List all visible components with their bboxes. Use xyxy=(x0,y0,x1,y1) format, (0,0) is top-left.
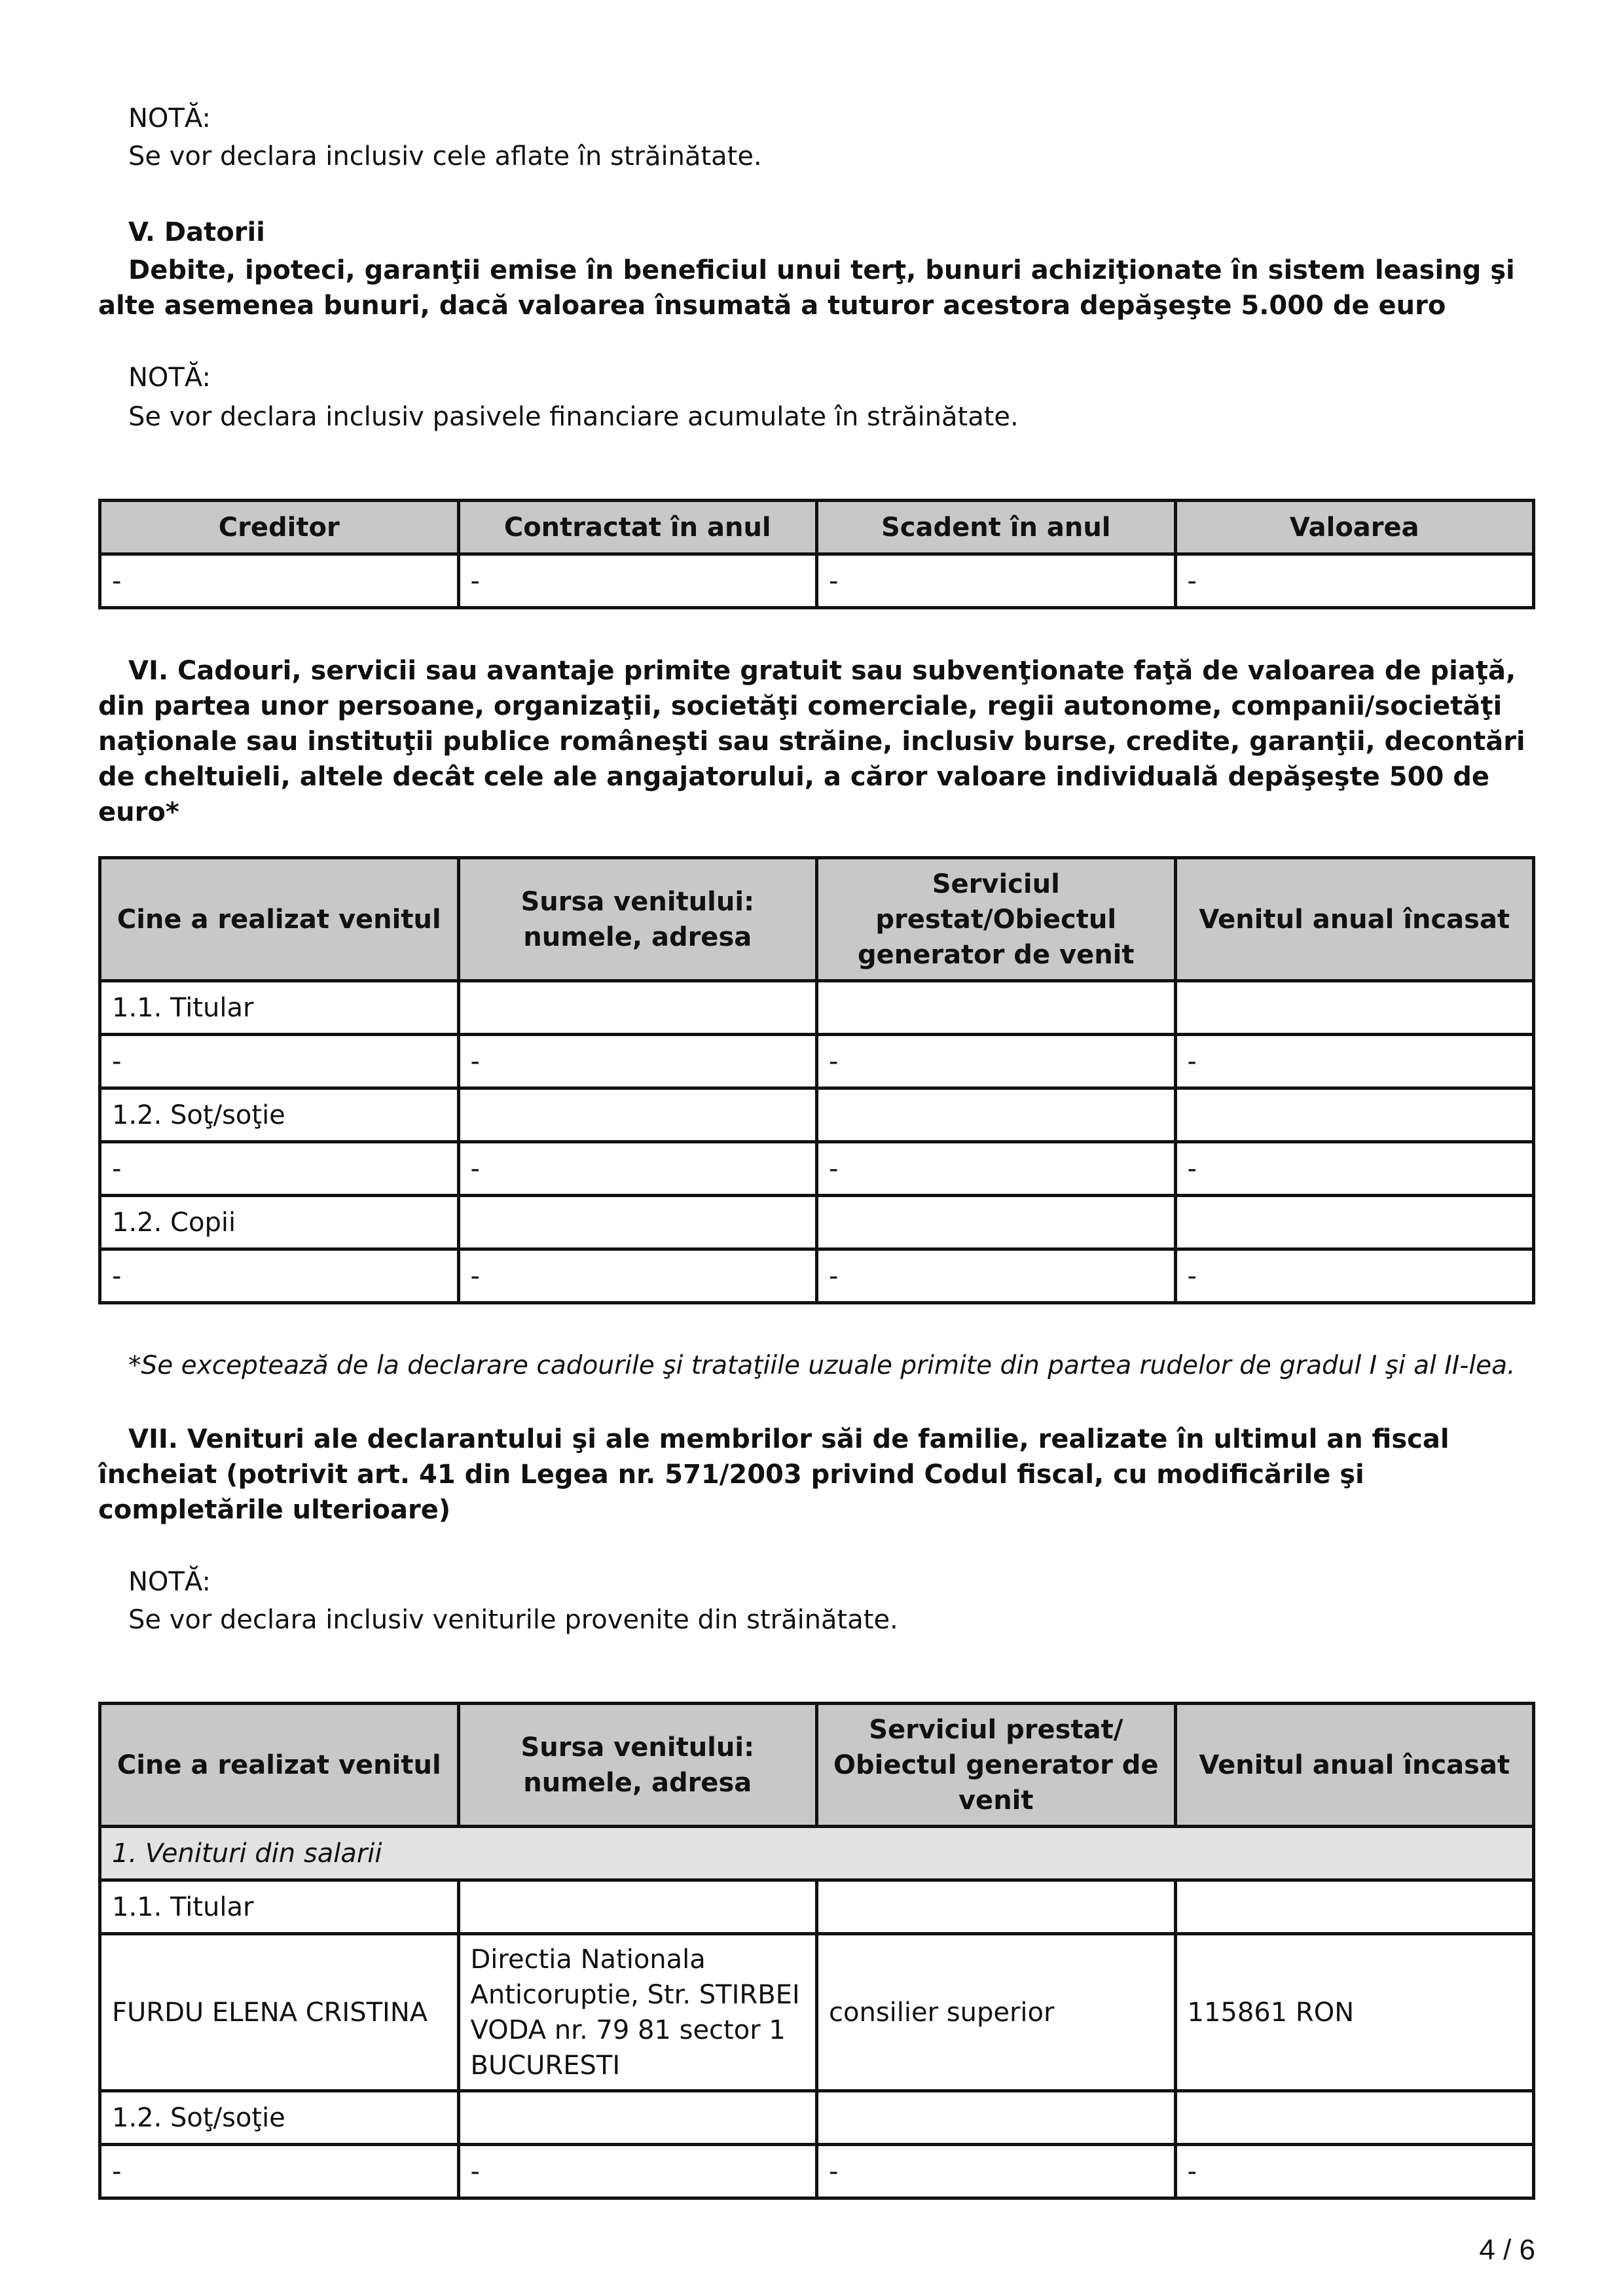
salary-income-subheader: 1. Venituri din salarii xyxy=(100,1827,1534,1880)
page-number: 4 / 6 xyxy=(1479,2234,1535,2266)
table-row xyxy=(100,1249,1534,1303)
table-header-row xyxy=(100,858,1534,981)
table-cell: 1.2. Copii xyxy=(100,1196,459,1249)
table-cell xyxy=(1175,2091,1534,2145)
section-v-nota-text: Se vor declara inclusiv pasivele financiare acumulate în străinătate. xyxy=(128,402,1019,432)
table-cell: - xyxy=(1175,554,1534,608)
table-cell: - xyxy=(100,1249,459,1303)
table-cell: - xyxy=(817,1249,1176,1303)
table-cell xyxy=(1175,981,1534,1035)
table-row xyxy=(100,2091,1534,2145)
table-cell: consilier superior xyxy=(817,1934,1176,2091)
table-cell: 1.1. Titular xyxy=(100,981,459,1035)
table-cell: FURDU ELENA CRISTINA xyxy=(100,1934,459,2091)
table-cell xyxy=(458,1196,817,1249)
column-header: Cine a realizat venitul xyxy=(100,1704,459,1827)
table-cell: - xyxy=(458,1249,817,1303)
column-header: Cine a realizat venitul xyxy=(100,858,459,981)
column-header: Venitul anual încasat xyxy=(1175,1704,1534,1827)
table-cell: - xyxy=(458,2145,817,2198)
table-cell: 1.2. Soţ/soţie xyxy=(100,1088,459,1142)
table-cell: - xyxy=(458,1035,817,1088)
gifts-footnote: *Se exceptează de la declarare cadourile şi trataţiile uzuale primite din partea rudelor de gradul I şi al II-lea. xyxy=(128,1351,1516,1380)
table-row xyxy=(100,2145,1534,2198)
column-header: Venitul anual încasat xyxy=(1175,858,1534,981)
table-cell: - xyxy=(100,554,459,608)
section-v-nota-label: NOTĂ: xyxy=(128,363,211,393)
table-cell xyxy=(1175,1196,1534,1249)
income-table xyxy=(98,1702,1535,2200)
table-cell xyxy=(817,1088,1176,1142)
column-header: Sursa venitului: numele, adresa xyxy=(458,858,817,981)
table-cell xyxy=(1175,1088,1534,1142)
nota-text: Se vor declara inclusiv cele aflate în străinătate. xyxy=(128,141,762,171)
table-header-row xyxy=(100,1704,1534,1827)
table-cell xyxy=(458,2091,817,2145)
table-row xyxy=(100,1880,1534,1934)
table-row xyxy=(100,554,1534,608)
table-cell: - xyxy=(458,1142,817,1196)
table-cell: - xyxy=(100,1035,459,1088)
column-header: Scadent în anul xyxy=(817,501,1176,554)
table-cell: 1.1. Titular xyxy=(100,1880,459,1934)
column-header: Serviciul prestat/Obiectul generator de venit xyxy=(817,858,1176,981)
section-vii-nota-text: Se vor declara inclusiv veniturile provenite din străinătate. xyxy=(128,1605,898,1635)
table-cell: - xyxy=(817,554,1176,608)
table-row xyxy=(100,1142,1534,1196)
column-header: Valoarea xyxy=(1175,501,1534,554)
table-cell: - xyxy=(817,1142,1176,1196)
section-vii-nota-label: NOTĂ: xyxy=(128,1567,211,1597)
table-cell: - xyxy=(458,554,817,608)
column-header: Serviciul prestat/ Obiectul generator de venit xyxy=(817,1704,1176,1827)
section-vii-title: VII. Venituri ale declarantului şi ale membrilor săi de familie, realizate în ultimul an fiscal încheiat (potrivit art. 41 din Legea nr. 571/2003 privind Codul fiscal, cu modificările şi completările ulterioare) xyxy=(98,1424,1450,1525)
table-row xyxy=(100,1035,1534,1088)
table-row xyxy=(100,1934,1534,2091)
table-cell xyxy=(458,1880,817,1934)
table-cell: Directia Nationala Anticoruptie, Str. STIRBEI VODA nr. 79 81 sector 1 BUCURESTI xyxy=(458,1934,817,2091)
section-v-description: Debite, ipoteci, garanţii emise în beneficiul unui terţ, bunuri achiziţionate în sistem leasing şi alte asemenea bunuri, dacă valoarea însumată a tuturor acestora depăşeşte 5.000 de euro xyxy=(98,255,1515,321)
table-cell: - xyxy=(817,2145,1176,2198)
table-cell: - xyxy=(1175,1035,1534,1088)
table-cell: - xyxy=(100,2145,459,2198)
table-cell xyxy=(817,1196,1176,1249)
table-cell: - xyxy=(1175,1142,1534,1196)
column-header: Contractat în anul xyxy=(458,501,817,554)
table-row xyxy=(100,1196,1534,1249)
debts-table xyxy=(98,499,1535,609)
table-cell: - xyxy=(1175,2145,1534,2198)
gifts-table xyxy=(98,856,1535,1304)
column-header: Creditor xyxy=(100,501,459,554)
table-cell xyxy=(1175,1880,1534,1934)
table-cell: 115861 RON xyxy=(1175,1934,1534,2091)
table-cell: 1.2. Soţ/soţie xyxy=(100,2091,459,2145)
table-cell xyxy=(817,1880,1176,1934)
table-row xyxy=(100,981,1534,1035)
table-cell: - xyxy=(817,1035,1176,1088)
table-header-row xyxy=(100,501,1534,554)
nota-label: NOTĂ: xyxy=(128,103,211,134)
section-v-title: V. Datorii xyxy=(128,217,265,247)
table-cell xyxy=(817,981,1176,1035)
table-cell: - xyxy=(1175,1249,1534,1303)
table-cell xyxy=(458,981,817,1035)
table-cell xyxy=(817,2091,1176,2145)
table-row xyxy=(100,1088,1534,1142)
table-subheader-row xyxy=(100,1827,1534,1880)
column-header: Sursa venitului: numele, adresa xyxy=(458,1704,817,1827)
table-cell xyxy=(458,1088,817,1142)
table-cell: - xyxy=(100,1142,459,1196)
section-vi-title: VI. Cadouri, servicii sau avantaje primite gratuit sau subvenţionate faţă de valoarea de piaţă, din partea unor persoane, organizaţii, societăţi comerciale, regii autonome, companii/societăţi naţionale sau instituţii publice româneşti sau străine, inclusiv burse, credite, garanţii, decontări de cheltuieli, altele decât cele ale angajatorului, a căror valoare individuală depăşeşte 500 de euro* xyxy=(98,656,1525,827)
